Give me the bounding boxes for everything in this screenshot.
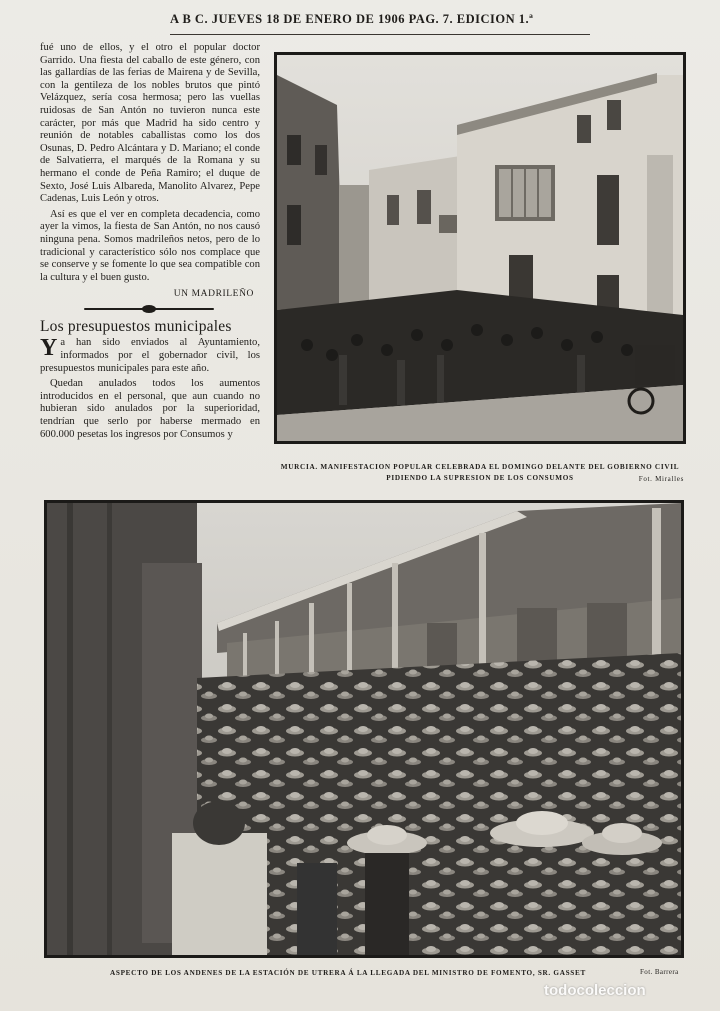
photo2-credit: Fot. Barrera xyxy=(640,968,679,976)
photo1-caption-line2: PIDIENDO LA SUPRESION DE LOS CONSUMOS xyxy=(386,474,574,482)
article1-signature: UN MADRILEÑO xyxy=(173,289,254,300)
photo-murcia-image xyxy=(277,55,683,441)
article1-paragraph-2: Así es que el ver en completa decadencia, como ayer la vimos, la fiesta de San Antón, no nos causó ninguna pena. Somos madrileños netos, pero de lo tradicional y característico sólo nos complace que se conserve y se fomente lo que sea compatible con la cultura y el buen gusto. xyxy=(40,208,260,283)
photo1-caption xyxy=(270,462,690,484)
photo-utrera-image xyxy=(47,503,681,955)
photo-murcia-demonstration xyxy=(274,52,686,444)
header-page: PAG. 7. xyxy=(408,12,454,26)
photo1-caption-line1: MURCIA. MANIFESTACION POPULAR CELEBRADA EL DOMINGO DELANTE DEL GOBIERNO CIVIL xyxy=(280,463,680,471)
header-edition: EDICION 1.ª xyxy=(456,12,534,26)
ornament-divider xyxy=(84,305,214,313)
article2-dropcap: Y xyxy=(40,335,58,362)
header-date: JUEVES 18 DE ENERO DE 1906 xyxy=(211,12,405,26)
photo2-caption: ASPECTO DE LOS ANDENES DE LA ESTACIÓN DE UTRERA Á LA LLEGADA DEL MINISTRO DE FOMENTO, SR. GASSET xyxy=(110,969,586,977)
article2-paragraph-1 xyxy=(40,337,260,375)
article2-paragraph-2: Quedan anulados todos los aumentos introducidos en el personal, que aun cuando no hubieran sido anulados por la superioridad, tendrían que serlo por haberse mermado en 600.000 pesetas los ingresos por Consumos y xyxy=(40,378,260,440)
article2-paragraph-1-text: a han sido enviados al Ayuntamiento, informados por el gobernador civil, los presupuestos municipales para este año. xyxy=(40,337,260,374)
page-header xyxy=(170,12,590,35)
article1-paragraph-1: fué uno de ellos, y el otro el popular doctor Garrido. Una fiesta del caballo de este género, con las gallardías de las ferias de Mairena y de Sevilla, con la gentileza de los nobles brutos que pintó Velázquez, sería cosa hermosa; pero las vuellas ruidosas de San Antón no tuvieron nunca este carácter, por más que Madrid ha sido centro y reunión de notables caballistas como los dos Osunas, D. Pedro Alcántara y D. Mariano; el conde de Salvatierra, el marqués de la Romana y su hermano el conde de Peña Ramiro; el duque de Sexto, José Luis Albareda, Manolito Alvarez, Pepe Cadenas, Luis León y otros. xyxy=(40,42,260,205)
left-text-column xyxy=(40,42,260,482)
header-publication: A B C. xyxy=(170,12,209,26)
watermark: todocoleccion xyxy=(544,982,646,999)
article2-title: Los presupuestos municipales xyxy=(40,317,232,335)
photo-utrera-station xyxy=(44,500,684,958)
photo1-credit: Fot. Miralles xyxy=(638,475,684,483)
